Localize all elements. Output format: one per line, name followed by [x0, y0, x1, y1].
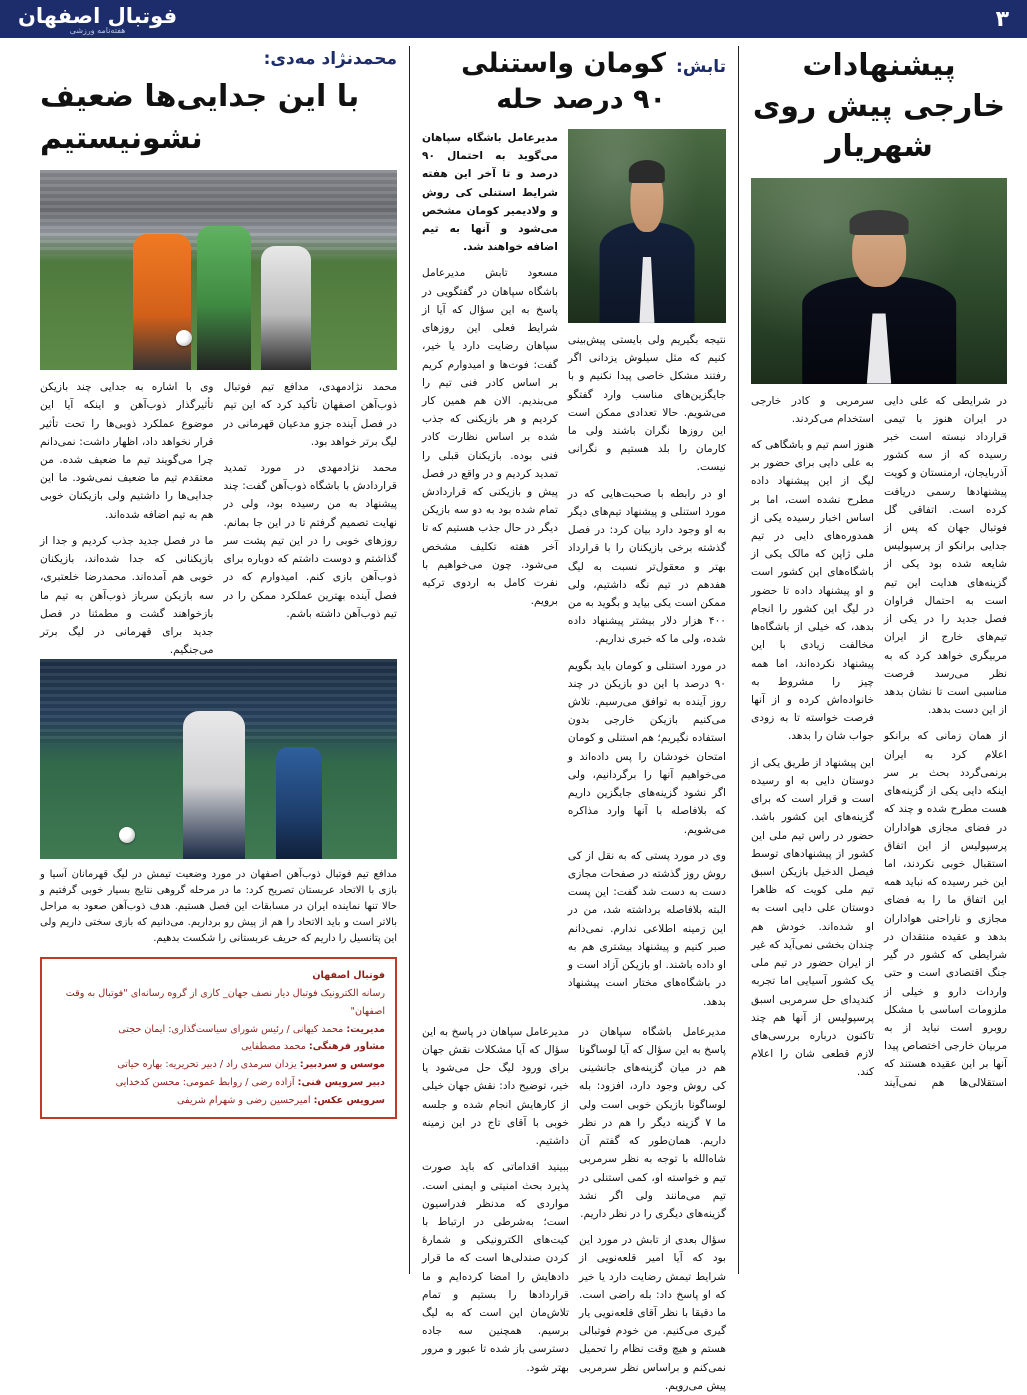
article-tabesh-body-right [422, 129, 558, 619]
photo-player-running [40, 659, 397, 859]
paragraph: در شرایطی که علی دایی در ایران هنوز با تیمی قرارداد نبسته است خبر رسیده که از سه کشور آذربایجان، ارمنستان و کویت پیشنهادها رسمی دریافت کرده است. اتفاقی گل فوتبال جهان که پس از جدایی برانکو از پرسپولیس شایعه شده بود یکی از گزینه‌های هدایت این تیم است به احتمال فراوان فصل جدید را در یکی از تیم‌های خارج از ایران مربیگری خواهد کرد که به نظر می‌رسد فرصت مناسبی است تا نشان بدهد از این دست بدهد. [884, 394, 1007, 717]
photo-ali-daei [751, 178, 1007, 384]
paragraph: مدیرعامل باشگاه سپاهان در پاسخ به این سؤال که آیا لوساگونا هم در میان گزینه‌های جانشینی کی روش وجود دارد، افزود: بله لوساگونا بازیکن خوبی است ولی ما ۷ گزینه دیگر را هم در نظر داریم. همان‌طور که گفتم آن شاه‌الله با توجه به نظر سرمربی تیم و خواسته او، کمی استنلی در تیم می‌مانند ولی اگر نشد گزینه‌های دیگری را در نظر داریم. [578, 1025, 726, 1220]
paragraph: محمد نژادمهدی در مورد تمدید قراردادش با باشگاه ذوب‌آهن گفت: چند پیشنهاد به من رسیده بود، ولی در نهایت تصمیم گرفتم تا در این جا بمانم. روزهای خوبی را در این تیم پشت سر گذاشتم و دوست داشتم که دوباره برای ذوب‌آهن بازی کنم. امیدوارم که در فصل آینده بهترین عملکرد ممکن را در تیم ذوب‌آهن داشته باشم. [223, 461, 397, 620]
article-tabesh-headline: کومان واستنلی ۹۰ درصد حله [461, 48, 667, 116]
paragraph: مدیرعامل باشگاه سپاهان می‌گوید به احتمال ۹۰ درصد و تا آخر این هفته شرایط استنلی کی روش و ولادیمیر کومان مشخص می‌شود و آنها به تیم اضافه خواهند شد. [422, 131, 558, 254]
colophon-cultural-advisor-value: محمد مصطفایی [241, 1041, 306, 1053]
article-shahriar [739, 46, 1017, 1274]
paragraph: محمد نژادمهدی، مدافع تیم فوتبال ذوب‌آهن اصفهان تأکید کرد که این تیم در فصل آینده جزو مدعیان قهرمانی در لیگ برتر خواهد بود. [223, 381, 397, 448]
article-tabesh-kicker: تابش: [676, 57, 726, 77]
colophon-management [52, 1021, 385, 1039]
colophon-photo-service-value: امیرحسین رضی و شهرام شریفی [177, 1094, 311, 1106]
paragraph: ما در فصل جدید جذب کردیم و جدا از بازیکنانی که جدا شده‌اند، بازیکنان خوبی هم آمده‌اند. محمدرضا خلعتبری، سه بازیکن سرباز ذوب‌آهن به تیم ما بازخواهند گشت و مطمئنا در فصل جدید برای قهرمانی در لیگ برتر می‌جنگیم. [40, 534, 214, 657]
colophon-cultural-advisor [52, 1038, 385, 1056]
paragraph: هنوز اسم تیم و باشگاهی که به علی دایی برای حضور بر لیگ از این پیشنهاد داده مطرح نشده است، اما بر اساس اخبار رسیده یکی از همدوره‌های دایی در تیم ملی ژاپن که مالک یکی از باشگاه‌های این کشور است و او پیشنهاد داده تا حضور در لیگ این کشور را انجام بدهد، که خیلی از باشگاه‌ها مخالفت زیادی با این پیشنهاد نکرده‌اند، اما همه چیز را مشروط به خانواده‌اش کرده و از آنها فرصت خواسته تا به زودی جواب شان را بدهد. [751, 438, 874, 743]
photo-ali-daei-image [751, 178, 1007, 384]
colophon-founder-label: موسس و سردبیر: [299, 1059, 385, 1071]
paragraph: او در رابطه با صحبت‌هایی که در مورد استنلی و پیشنهاد تیم‌های دیگر به او وجود دارد بیان کرد: در فصل گذشته برخی بازیکنان را با قرارداد بهتر و معقول‌تر نسبت به لیگ هفدهم در تیم نگه داشتیم، ولی ممکن است یکی بیاید و بگوید به من ۴۰۰ هزار دلار بیشتر پیشنهاد داده شده، ولی ما که خبری نداریم. [567, 487, 726, 646]
photo-match-duel-image [40, 170, 397, 370]
paragraph: این پیشنهاد از طریق یکی از دوستان دایی به او رسیده است و قرار است که برای گزینه‌های این کشور باشد. حضور در راس تیم ملی این کشور از پیشنهادهای توسط فیصل الدخیل بازیکن اسبق تیم ملی کویت که ظاهرا دوستان علی دایی است به او شده‌اند. خودش هم چندان بخشی نمی‌آید که غیر از ایران حضور در تیم ملی یک کشور آسیایی اما تجربه کندیدای حل سرمربی اسبق پرسپولیس از آنها هم چند تاکنون درباره بررسی‌های لازم قطعی شان را اعلام کند. [751, 756, 874, 1079]
page-number: ۳ [995, 6, 1009, 32]
paragraph: نتیجه بگیریم ولی بایستی پیش‌بینی کنیم که مثل سیلوش یزدانی اگر رفتند مشکل خاصی پیدا نکنیم و با جایگزین‌های مناسب وارد گفتگو می‌شویم. حالا تعدادی ممکن است این روزها نگران باشند ولی ما کارمان را بلد هستیم و نگرانی نیست. [567, 333, 726, 474]
publication-title: فوتبال اصفهان [18, 3, 178, 28]
paragraph: وی با اشاره به جدایی چند بازیکن تأثیرگذار ذوب‌آهن و اینکه آیا این موضوع عملکرد ذوبی‌ها را تحت تأثیر قرار نخواهد داد، اظهار داشت: نمی‌دانم چرا می‌گویند تیم ما ضعیف شده. من معتقدم تیم ما ضعیف نمی‌شود. ما این جدایی‌ها را داشتیم ولی بازیکنان خوبی هم به تیم اضافه شده‌اند. [40, 381, 214, 521]
article-tabesh-body-bottom [422, 1023, 726, 1395]
photo-caption: مدافع تیم فوتبال ذوب‌آهن اصفهان در مورد وضعیت تیمش در لیگ قهرمانان آسیا و بازی با الاتحاد عربستان تصریح کرد: ما در مرحله گروهی نتایج بسیار خوبی گرفتیم و حالا تنها نماینده ایران در مسابقات این فصل هستیم. هدف ذوب‌آهن صعود به مراحل بالاتر است و باید الاتحاد را هم از پیش رو برداریم. می‌دانیم که بازی سختی داریم ولی این پتانسیل را داریم که حریف عربستانی را شکست بدهیم. [40, 869, 397, 945]
colophon-technical-editor-value: آزاده رضی / روابط عمومی: محسن کدخدایی [115, 1076, 295, 1088]
article-mohammadnejad-kicker: محمدنژاد مه‌دی: [263, 49, 397, 69]
colophon-cultural-advisor-label: مشاور فرهنگی: [308, 1041, 385, 1053]
colophon-founder-value: یزدان سرمدی راد / دبیر تحریریه: بهاره حیاتی [117, 1059, 297, 1071]
colophon-photo-service [52, 1092, 385, 1110]
photo-masoud-tabesh-image [568, 129, 726, 323]
colophon-technical-editor [52, 1074, 385, 1092]
article-mohammadnejad-headline: با این جدایی‌ها ضعیف نشونیستیم [40, 79, 360, 157]
colophon-box [40, 957, 397, 1119]
article-shahriar-headline: پیشنهادات خارجی پیش روی شهریار [752, 48, 1006, 164]
publication-logo [18, 4, 177, 35]
colophon-photo-service-label: سرویس عکس: [313, 1094, 385, 1106]
colophon-founder [52, 1056, 385, 1074]
publication-subtitle: هفته‌نامه ورزشی [69, 25, 126, 35]
photo-masoud-tabesh [568, 129, 726, 323]
photo-match-duel [40, 170, 397, 370]
paragraph: مسعود تابش مدیرعامل باشگاه سپاهان در گفتگویی در پاسخ به این سؤال که آیا از شرایط فعلی این روزهای سپاهان رضایت دارد یا خیر، گفت: فوت‌ها و امیدوارم کریم بر اساس کادر فنی تیم را می‌بندیم. الان هم همین کار کردیم و هر بازیکنی که جذب شده بر اساس نظارت کادر فنی بوده. بازیکنان قبلی را تمدید کردیم و در واقع در فصل پیش و بازیکنی که قراردادش تمام شده بود به دو سه بازیکن دیگر در حال جذب هستیم که تا آخر هفته تکلیف مشخص می‌شود. چون می‌خواهیم با نفرت کامل به اردوی ترکیه برویم. [422, 267, 558, 608]
article-mohammadnejad-body [40, 378, 397, 659]
colophon-management-label: مدیریت: [346, 1023, 385, 1035]
article-shahriar-body [751, 392, 1007, 1092]
paragraph: در مورد استنلی و کومان باید بگویم ۹۰ درصد با این دو بازیکن در چند روز آینده به توافق می‌رسیم. تلاش می‌کنیم بازیکن خارجی بدون استفاده نگیریم؛ هم استنلی و کومان امتحان خودشان را پس داده‌اند و می‌خواهیم آنها را برگردانیم، ولی اگر نشود گزینه‌های جایگزین داریم که بلافاصله با آنها وارد مذاکره می‌شویم. [567, 659, 726, 836]
colophon-management-value: محمد کیهانی / رئیس شورای سیاست‌گذاری: ایمان حجتی [118, 1023, 344, 1035]
article-tabesh-body-left [568, 331, 726, 1019]
paragraph: ببینید اقداماتی که باید صورت پذیرد بحث امنیتی و ایمنی است. مواردی که مدنظر فدراسیون است؛ به‌شرطی در ارتباط با کیت‌های الکترونیکی و شمارهٔ کردن صندلی‌ها است که ما قرار دادهایش را امضا کرده‌ایم و ما قراردادها را بستیم و تمام تلاش‌مان این است که به لیگ برسیم. همچنین سه جاده دسترسی باز شده تا عبور و مرور بهتر شود. [422, 1161, 569, 1374]
page-content [0, 38, 1027, 1392]
paragraph: وی در مورد پستی که به نقل از کی روش روز گذشته در صفحات مجازی دست به دست شد گفت: این پست البته بلافاصله برداشته شد، من در این زمینه اطلاعی ندارم. نمی‌دانم صبر کنیم و پیشنهاد بیشتری هم به او داده باشند. او بازیکن آزاد است و در باشگاه‌های مختار است پیشنهاد بدهد. [567, 849, 726, 1008]
article-tabesh [409, 46, 739, 1392]
colophon-description: رسانه الکترونیک فوتبال دیار نصف جهان_ کاری از گروه رسانه‌ای "فوتبال به وقت اصفهان" [65, 988, 385, 1017]
masthead [0, 0, 1027, 38]
paragraph: از همان زمانی که برانکو اعلام کرد به ایران برنمی‌گردد بحث بر سر اینکه دایی یکی از گزینه‌های هست مطرح شده و چند که در فضای مجازی هواداران پرسپولیس از این اتفاق استقبال خوبی نکردند، اما این خبر رسیده که نباید همه این اتفاق ما را به فضای مجازی و ناراحتی هواداران بدهد و عقیده منتقدان در شرایطی که کشور در گیر جنگ اقتصادی است و حتی واردات دارو و خیلی از ملزومات اساسی با مشکل روبرو است نباید از به مربیان خارجی اختصاص پیدا آنها بر این عقیده هستند که استقلالی‌ها هم نمی‌آیند سرمربی و کادر خارجی استخدام می‌کردند. [751, 394, 1007, 1089]
colophon-technical-editor-label: دبیر سرویس فنی: [297, 1076, 385, 1088]
paragraph: سؤال بعدی از تابش در مورد این بود که آیا امیر قلعه‌نویی از شرایط تیمش رضایت دارد یا خیر که او پاسخ داد: بله راضی است. ما دقیقا با نظر آقای قلعه‌نویی یار گیری می‌کنیم. من خودم فوتبالی هستم و هیچ وقت نظام را تحمیل نمی‌کنم و براساس نظر سرمربی پیش می‌رویم. [579, 1234, 726, 1392]
paragraph: مدیرعامل سپاهان در پاسخ به این سؤال که آیا مشکلات نقش جهان برای ورود لیگ حل می‌شود یا خیر، توضیح داد: نقش جهان خیلی از کارهایش انجام شده و جلسه خوبی با آقای تاج در این زمینه داشتیم. [422, 1025, 569, 1148]
photo-player-running-image [40, 659, 397, 859]
colophon-title: فوتبال اصفهان [312, 970, 385, 982]
article-mohammadnejad [30, 46, 409, 1274]
